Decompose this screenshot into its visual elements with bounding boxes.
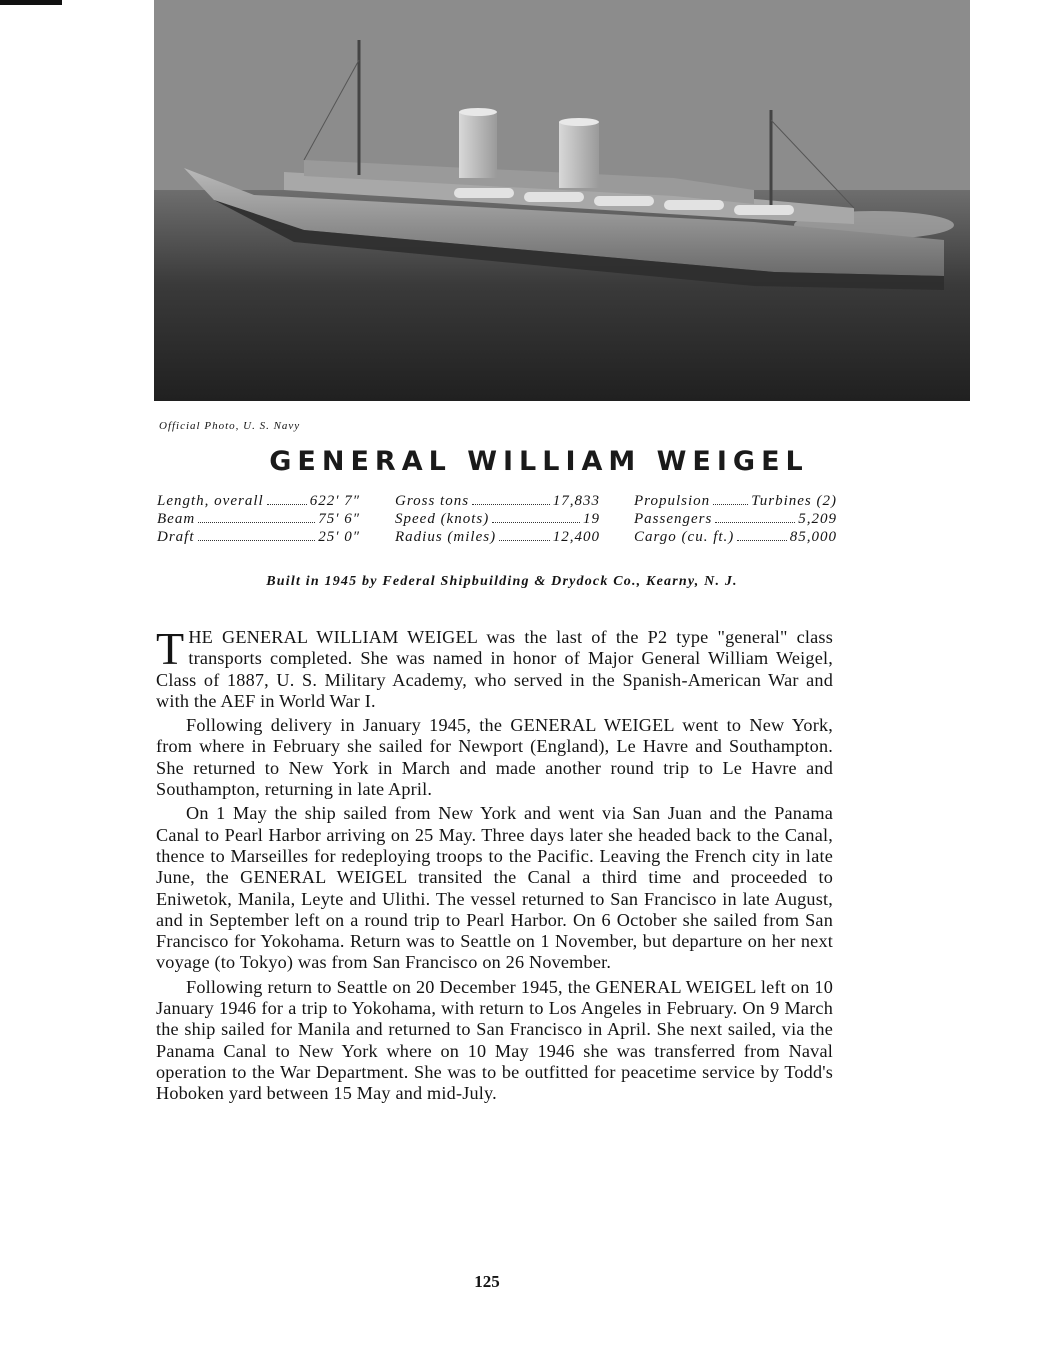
specs-column-dimensions (157, 492, 360, 546)
spec-label: Draft (157, 529, 195, 545)
spec-row-beam (157, 510, 360, 528)
spec-row-gross-tons (395, 492, 600, 510)
spec-value: 5,209 (798, 511, 837, 527)
spec-row-speed (395, 510, 600, 528)
spec-row-propulsion (634, 492, 837, 510)
photo-credit: Official Photo, U. S. Navy (159, 420, 301, 432)
leader-dots (737, 540, 786, 541)
spec-row-radius (395, 528, 600, 546)
page-number: 125 (474, 1272, 500, 1291)
spec-row-passengers (634, 510, 837, 528)
scan-corner-mark (0, 0, 62, 5)
spec-label: Gross tons (395, 493, 470, 509)
leader-dots (499, 540, 550, 541)
paragraph: Following delivery in January 1945, the GENERAL WEIGEL went to New York, from where in February she sailed for Newport (England), Le Havre and Southampton. She returned to New York in March and made another round trip to Le Havre and Southampton, returning in late April. (156, 715, 833, 800)
spec-label: Propulsion (634, 493, 711, 509)
paragraph-text: HE GENERAL WILLIAM WEIGEL was the last of the P2 type "general" class transports completed. She was named in honor of Major General William Weigel, Class of 1887, U. S. Military Academy, who served in the Spanish-American War and with the AEF in World War I. (156, 627, 833, 711)
leader-dots (267, 504, 307, 505)
spec-row-cargo (634, 528, 837, 546)
spec-label: Length, overall (157, 493, 264, 509)
spec-label: Passengers (634, 511, 713, 527)
ship-illustration (154, 0, 970, 401)
spec-label: Radius (miles) (395, 529, 497, 545)
specs-column-capacity (634, 492, 837, 546)
ship-title: GENERAL WILLIAM WEIGEL (269, 446, 809, 477)
specs-column-tonnage (395, 492, 600, 546)
leader-dots (198, 522, 315, 523)
leader-dots (472, 504, 550, 505)
leader-dots (713, 504, 748, 505)
paragraph: On 1 May the ship sailed from New York and went via San Juan and the Panama Canal to Pearl Harbor arriving on 25 May. Three days later she headed back to the Canal, thence to Marseilles for redeploying troops to the Pacific. Leaving the French city in late June, the GENERAL WEIGEL transited the Canal a third time and proceeded to Eniwetok, Manila, Leyte and Ulithi. The vessel returned to San Francisco in late August, and in September left on a round trip to Pearl Harbor. On 6 October she sailed from San Francisco for Yokohama. Return was to Seattle on 1 November, but departure on her next voyage (to Tokyo) was from San Francisco on 26 November. (156, 803, 833, 973)
builder-line: Built in 1945 by Federal Shipbuilding & Drydock Co., Kearny, N. J. (266, 574, 738, 589)
spec-row-length (157, 492, 360, 510)
spec-label: Cargo (cu. ft.) (634, 529, 735, 545)
leader-dots (715, 522, 795, 523)
spec-value: 12,400 (552, 529, 600, 545)
paragraph (156, 623, 833, 712)
spec-value: 17,833 (552, 493, 600, 509)
spec-value: 25′ 0″ (318, 529, 360, 545)
spec-label: Beam (157, 511, 196, 527)
spec-value: Turbines (2) (751, 493, 837, 509)
leader-dots (198, 540, 316, 541)
spec-value: 75′ 6″ (318, 511, 360, 527)
article-body (156, 623, 833, 1108)
spec-value: 622′ 7″ (309, 493, 360, 509)
spec-label: Speed (knots) (395, 511, 490, 527)
spec-value: 19 (583, 511, 600, 527)
drop-cap: T (156, 623, 185, 674)
paragraph: Following return to Seattle on 20 December 1945, the GENERAL WEIGEL left on 10 January 1946 for a trip to Yokohama, with return to Los Angeles in February. On 9 March the ship sailed for Manila and returned to San Francisco in April. She next sailed, via the Panama Canal to New York where on 10 May 1946 she was transferred from Naval operation to the War Department. She was to be outfitted for peacetime service by Todd's Hoboken yard between 15 May and mid-July. (156, 976, 833, 1104)
spec-row-draft (157, 528, 360, 546)
ship-photograph (154, 0, 970, 401)
spec-value: 85,000 (789, 529, 837, 545)
leader-dots (492, 522, 580, 523)
